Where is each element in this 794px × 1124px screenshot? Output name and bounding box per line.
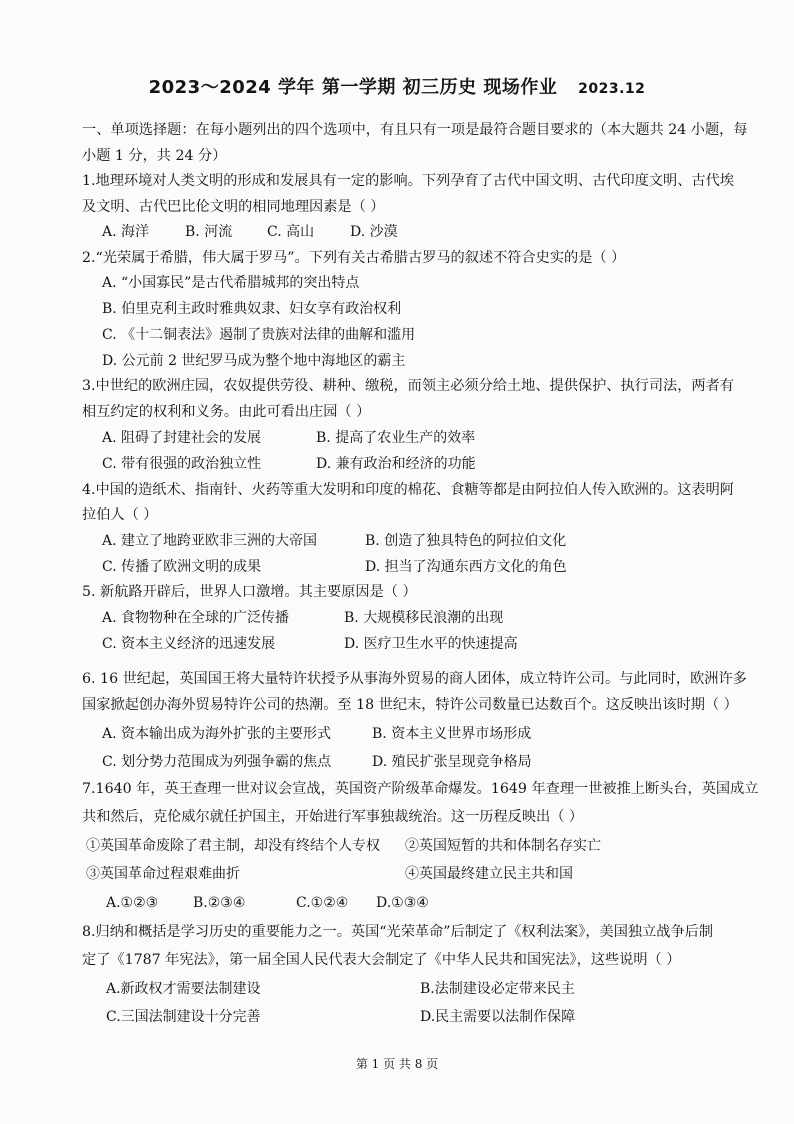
question-5-line-1: 5. 新航路开辟后，世界人口激增。其主要原因是（ ） — [82, 584, 417, 600]
q6-option-c: C. 划分势力范围成为列强争霸的焦点 — [102, 754, 332, 770]
q7-statement-2: ②英国短暂的共和体制名存实亡 — [405, 838, 601, 854]
q3-option-d: D. 兼有政治和经济的功能 — [316, 456, 476, 472]
question-6-line-2: 国家掀起创办海外贸易特许公司的热潮。至 18 世纪末，特许公司数量已达数百个。这反映出该时期（ ） — [82, 697, 738, 713]
q1-option-a: A. 海洋 — [102, 224, 150, 240]
q5-option-a: A. 食物物种在全球的广泛传播 — [102, 610, 290, 626]
question-4-line-1: 4.中国的造纸术、指南针、火药等重大发明和印度的棉花、食糖等都是由阿拉伯人传入欧洲的。这表明阿 — [82, 482, 734, 498]
q3-option-b: B. 提高了农业生产的效率 — [316, 430, 476, 446]
q7-option-c: C.①②④ — [296, 895, 349, 911]
question-6-line-1: 6. 16 世纪起，英国国王将大量特许状授予从事海外贸易的商人团体，成立特许公司。与此同时，欧洲许多 — [82, 671, 747, 687]
q2-option-d: D. 公元前 2 世纪罗马成为整个地中海地区的霸主 — [102, 353, 406, 369]
q8-option-b: B.法制建设必定带来民主 — [420, 981, 575, 997]
q2-option-c: C. 《十二铜表法》遏制了贵族对法律的曲解和滥用 — [102, 327, 416, 343]
q1-option-c: C. 高山 — [267, 224, 315, 240]
question-3-line-2: 相互约定的权利和义务。由此可看出庄园（ ） — [82, 404, 371, 420]
page-number: 第 1 页 共 8 页 — [355, 1057, 439, 1071]
q8-option-c: C.三国法制建设十分完善 — [106, 1009, 261, 1025]
q8-option-d: D.民主需要以法制作保障 — [420, 1009, 576, 1025]
section-heading-line-1: 一、单项选择题：在每小题列出的四个选项中，有且只有一项是最符合题目要求的（本大题共 24 小题，每 — [82, 122, 748, 138]
section-heading-line-2: 小题 1 分，共 24 分） — [82, 148, 227, 164]
q3-option-a: A. 阻碍了封建社会的发展 — [102, 430, 262, 446]
q8-option-a: A.新政权才需要法制建设 — [106, 981, 261, 997]
q1-option-b: B. 河流 — [185, 224, 233, 240]
q7-option-b: B.②③④ — [193, 895, 246, 911]
q2-option-b: B. 伯里克利主政时雅典奴隶、妇女享有政治权利 — [102, 301, 402, 317]
question-7-line-1: 7.1640 年，英王查理一世对议会宣战，英国资产阶级革命爆发。1649 年查理一世被推上断头台，英国成立 — [82, 781, 759, 797]
q7-option-d: D.①③④ — [376, 895, 429, 911]
q7-statement-1: ①英国革命废除了君主制，却没有终结个人专权 — [86, 838, 380, 854]
page-title — [0, 73, 794, 99]
q6-option-b: B. 资本主义世界市场形成 — [372, 726, 532, 742]
q2-option-a: A. “小国寡民”是古代希腊城邦的突出特点 — [102, 275, 360, 291]
question-8-line-2: 定了《1787 年宪法》，第一届全国人民代表大会制定了《中华人民共和国宪法》，这些说明（ ） — [82, 952, 681, 968]
question-1-line-2: 及文明、古代巴比伦文明的相同地理因素是（ ） — [82, 199, 385, 215]
q1-option-d: D. 沙漠 — [350, 224, 398, 240]
question-4-line-2: 拉伯人（ ） — [82, 507, 158, 523]
q6-option-d: D. 殖民扩张呈现竞争格局 — [372, 754, 532, 770]
question-2-line-1: 2.“光荣属于希腊，伟大属于罗马”。下列有关古希腊古罗马的叙述不符合史实的是（ ） — [82, 250, 626, 266]
q7-option-a: A.①②③ — [106, 895, 159, 911]
q6-option-a: A. 资本输出成为海外扩张的主要形式 — [102, 726, 332, 742]
title-text: 2023～2024 学年 第一学期 初三历史 现场作业 — [148, 77, 558, 98]
q5-option-b: B. 大规模移民浪潮的出现 — [344, 610, 504, 626]
q4-option-a: A. 建立了地跨亚欧非三洲的大帝国 — [102, 533, 318, 549]
q7-statement-4: ④英国最终建立民主共和国 — [405, 866, 573, 882]
question-1-line-1: 1.地理环境对人类文明的形成和发展具有一定的影响。下列孕育了古代中国文明、古代印度文明、古代埃 — [82, 173, 734, 189]
question-3-line-1: 3.中世纪的欧洲庄园，农奴提供劳役、耕种、缴税，而领主必须分给土地、提供保护、执行司法，两者有 — [82, 378, 734, 394]
q7-statement-3: ③英国革命过程艰难曲折 — [86, 866, 240, 882]
q5-option-c: C. 资本主义经济的迅速发展 — [102, 636, 276, 652]
question-8-line-1: 8.归纳和概括是学习历史的重要能力之一。英国“光荣革命”后制定了《权利法案》，美国独立战争后制 — [82, 924, 714, 940]
q4-option-d: D. 担当了沟通东西方文化的角色 — [365, 559, 567, 575]
q3-option-c: C. 带有很强的政治独立性 — [102, 456, 262, 472]
q4-option-c: C. 传播了欧洲文明的成果 — [102, 559, 262, 575]
q5-option-d: D. 医疗卫生水平的快速提高 — [344, 636, 518, 652]
question-7-line-2: 共和然后，克伦威尔就任护国主，开始进行军事独裁统治。这一历程反映出（ ） — [82, 809, 584, 825]
title-date: 2023.12 — [578, 81, 646, 97]
q4-option-b: B. 创造了独具特色的阿拉伯文化 — [365, 533, 567, 549]
